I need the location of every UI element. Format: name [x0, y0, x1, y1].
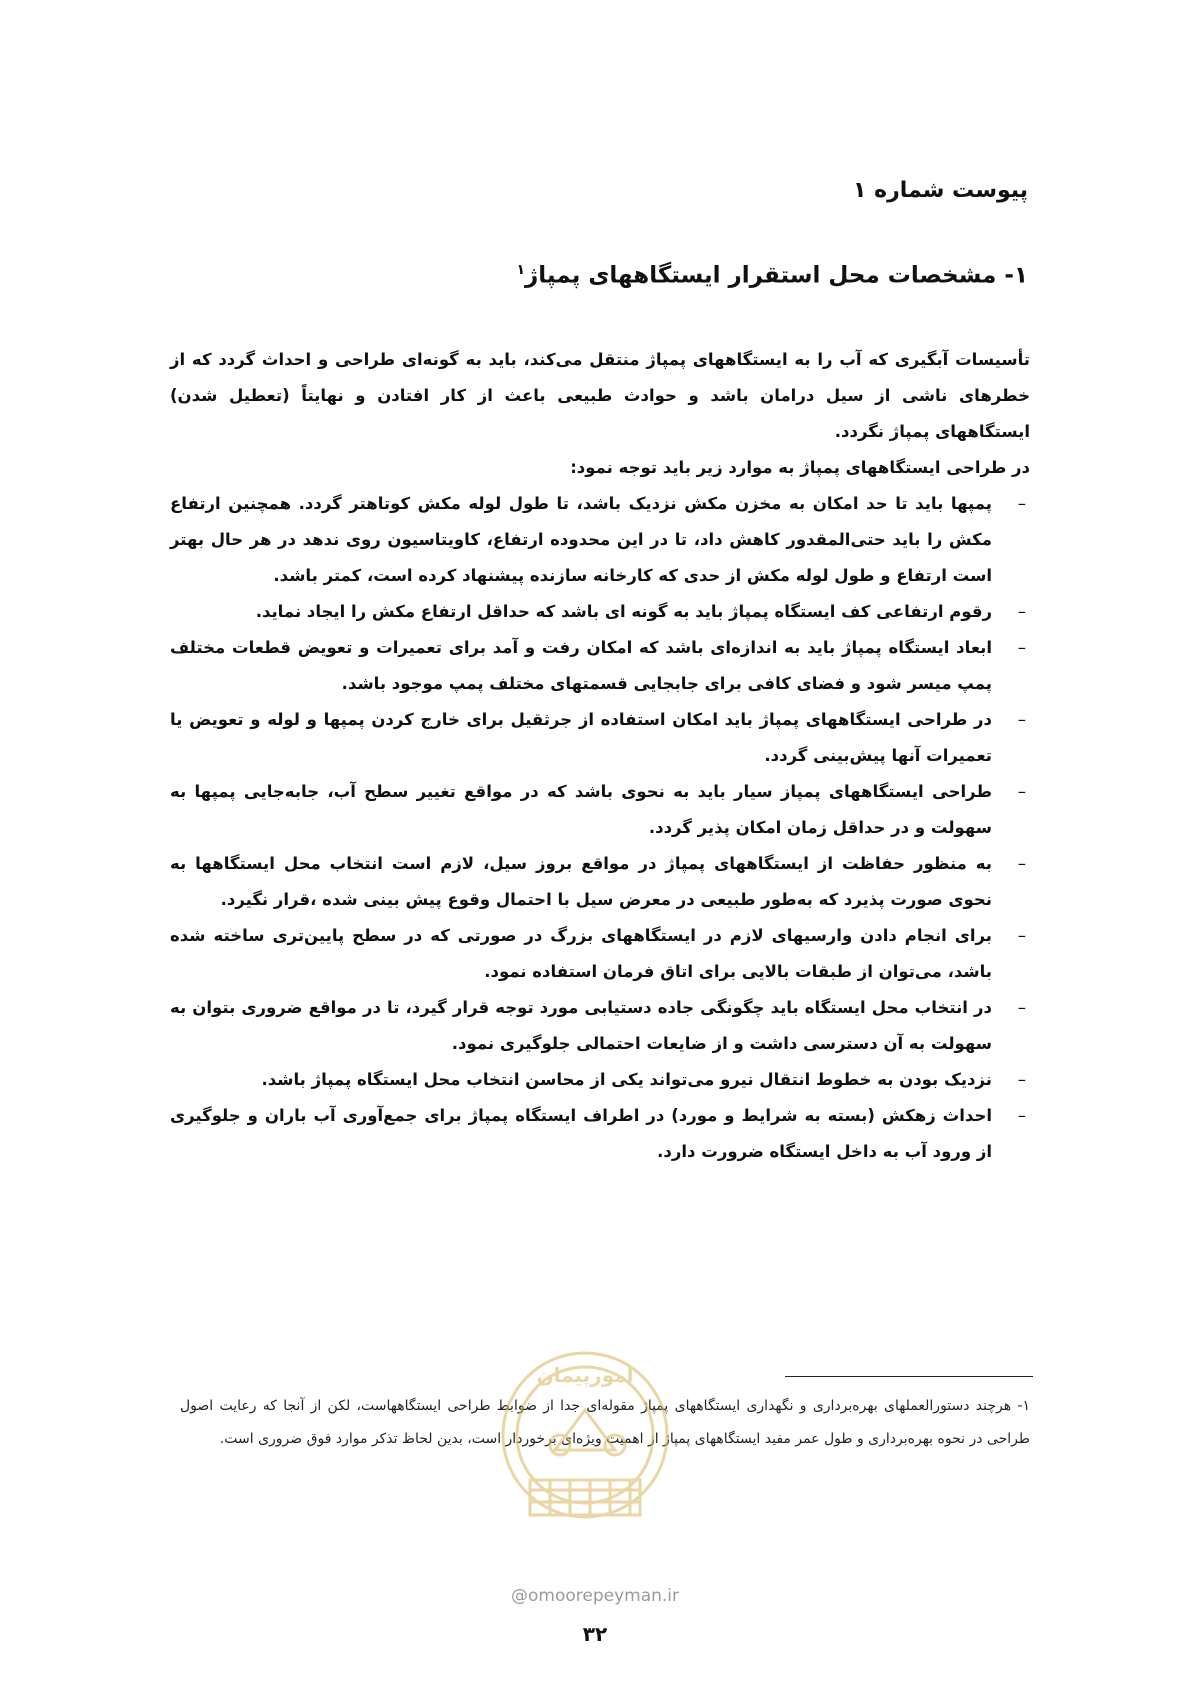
body-text: [170, 342, 1030, 1170]
watermark-logo: [485, 1340, 685, 1570]
section-heading: [516, 262, 1028, 289]
list-item: [170, 1098, 1030, 1170]
list-item-text: به منظور حفاظت از ایستگاههای پمپاژ در مواقع بروز سیل، لازم است انتخاب محل ایستگاهها به نحوی صورت پذیرد که به‌طور طبیعی در معرض سیل با احتمال وقوع پیش بینی شده ،قرار نگیرد.: [170, 854, 992, 909]
list-item-text: در انتخاب محل ایستگاه باید چگونگی جاده دستیابی مورد توجه قرار گیرد، تا در مواقع ضروری بتوان به سهولت به آن دسترسی داشت و از ضایعات احتمالی جلوگیری نمود.: [170, 998, 992, 1053]
list-item-text: طراحی ایستگاههای پمپاز سیار باید به نحوی باشد که در مواقع تغییر سطح آب، جابه‌جایی پمپها به سهولت و در حداقل زمان امکان پذیر گردد.: [170, 782, 992, 837]
bullet-dash: –: [1017, 710, 1026, 729]
section-heading-text: ۱- مشخصات محل استقرار ایستگاههای پمپاژ: [525, 262, 1028, 289]
list-item-text: در طراحی ایستگاههای پمپاژ باید امکان استفاده از جرثقیل برای خارج کردن پمپها و لوله و تعویض یا تعمیرات آنها پیش‌بینی گردد.: [170, 710, 992, 765]
watermark-site: @omoorepeyman.ir: [510, 1586, 680, 1606]
watermark-logo-text: امورپیمان: [536, 1363, 634, 1387]
bullet-dash: –: [1017, 854, 1026, 873]
list-item: [170, 846, 1030, 918]
lead-line: در طراحی ایستگاههای پمپاژ به موارد زیر باید توجه نمود:: [570, 458, 1030, 477]
bullet-dash: –: [1017, 1106, 1026, 1125]
requirements-list: [170, 486, 1030, 1170]
list-item: [170, 486, 1030, 594]
page-number: ۳۲: [582, 1622, 608, 1646]
bullet-dash: –: [1017, 782, 1026, 801]
list-item-text: رقوم ارتفاعی کف ایستگاه پمپاژ باید به گونه ای باشد که حداقل ارتفاع مکش را ایجاد نماید.: [255, 602, 992, 621]
list-item-text: برای انجام دادن وارسیهای لازم در ایستگاههای بزرگ در صورتی که در سطح پایین‌تری ساخته شده باشد، می‌توان از طبقات بالایی برای اتاق فرمان استفاده نمود.: [170, 926, 992, 981]
list-item: [170, 702, 1030, 774]
bullet-dash: –: [1017, 638, 1026, 657]
bullet-dash: –: [1017, 494, 1026, 513]
footnote: ۱- هرچند دستورالعملهای بهره‌برداری و نگهداری ایستگاههای پمپاژ مقوله‌ای جدا از ضوابط طراحی ایستگاههاست، لکن از آنجا که رعایت اصول طراحی در نحوه بهره‌برداری و طول عمر مفید ایستگاههای پمپاژ از اهمیت ویژه‌ای برخوردار است، بدین لحاظ تذکر موارد فوق ضروری است.: [180, 1398, 1030, 1447]
list-item-text: ابعاد ایستگاه پمپاژ باید به اندازه‌ای باشد که امکان رفت و آمد برای تعمیرات و تعویض قطعات مختلف پمپ میسر شود و فضای کافی برای جابجایی قسمتهای مختلف پمپ موجود باشد.: [170, 638, 992, 693]
footnote-divider: [785, 1376, 1033, 1377]
list-item: [170, 1062, 1030, 1098]
list-item: [170, 990, 1030, 1062]
list-item-text: نزدیک بودن به خطوط انتقال نیرو می‌تواند یکی از محاسن انتخاب محل ایستگاه پمپاژ باشد.: [261, 1070, 992, 1089]
list-item: [170, 774, 1030, 846]
bullet-dash: –: [1017, 602, 1026, 621]
appendix-title: پیوست شماره ۱: [852, 178, 1028, 203]
footnote-reference: ۱: [516, 262, 526, 278]
list-item: [170, 918, 1030, 990]
bullet-dash: –: [1017, 998, 1026, 1017]
list-item-text: احداث زهکش (بسته به شرایط و مورد) در اطراف ایستگاه پمپاژ برای جمع‌آوری آب باران و جلوگیری از ورود آب به داخل ایستگاه ضرورت دارد.: [170, 1106, 992, 1161]
list-item: [170, 630, 1030, 702]
list-item: [170, 594, 1030, 630]
bullet-dash: –: [1017, 926, 1026, 945]
intro-paragraph: تأسیسات آبگیری که آب را به ایستگاههای پمپاژ منتقل می‌کند، باید به گونه‌ای طراحی و احداث گردد که از خطرهای ناشی از سیل درامان باشد و حوادث طبیعی باعث از کار افتادن و نهایتاً (تعطیل شدن) ایستگاههای پمپاژ نگردد.: [170, 350, 1030, 441]
bullet-dash: –: [1017, 1070, 1026, 1089]
list-item-text: پمپها باید تا حد امکان به مخزن مکش نزدیک باشد، تا طول لوله مکش کوتاهتر گردد. همچنین ارتفاع مکش را باید حتی‌المقدور کاهش داد، تا در این محدوده ارتفاع، کاویتاسیون روی ندهد در هر حال بهتر است ارتفاع و طول لوله مکش از حدی که کارخانه سازنده پیشنهاد کرده است، کمتر باشد.: [170, 494, 992, 585]
